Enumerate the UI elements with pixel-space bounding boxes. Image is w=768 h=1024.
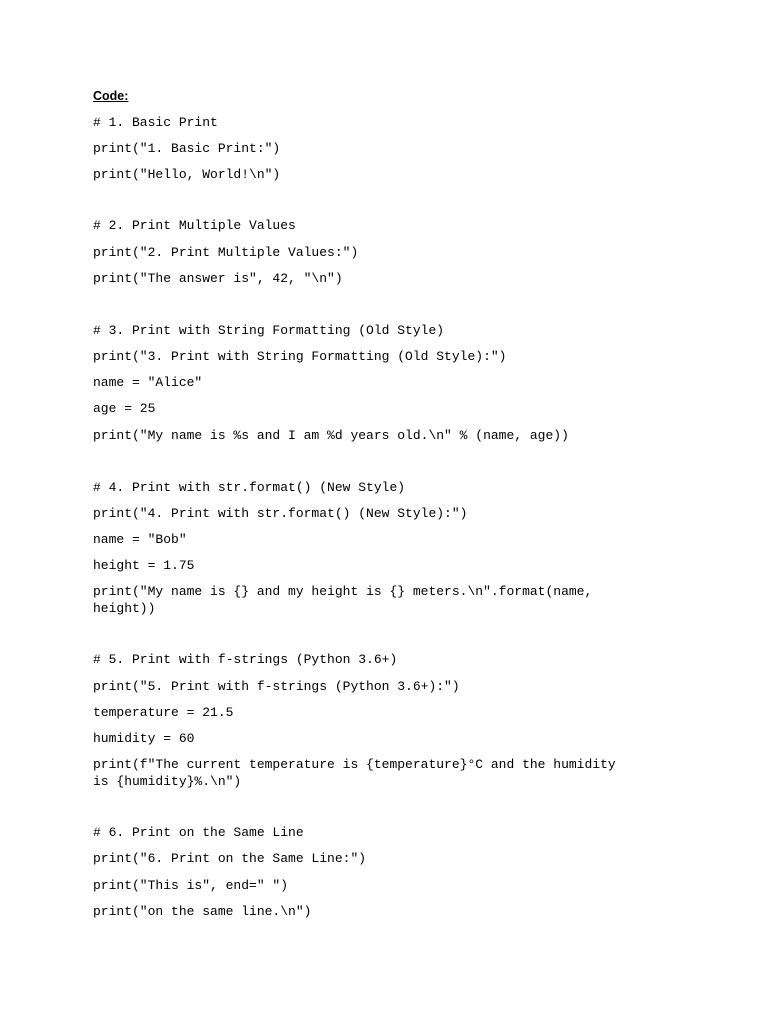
code-line: # 6. Print on the Same Line <box>93 825 304 840</box>
code-line: age = 25 <box>93 401 156 416</box>
code-line: # 2. Print Multiple Values <box>93 218 296 233</box>
code-line: name = "Alice" <box>93 375 203 390</box>
code-line: print("My name is {} and my height is {} meters.\n".format(name, height)) <box>93 584 593 616</box>
code-line: # 5. Print with f-strings (Python 3.6+) <box>93 652 398 667</box>
code-line: print("Hello, World!\n") <box>93 167 281 182</box>
code-heading: Code: <box>93 89 129 103</box>
code-line: print(f"The current temperature is {temperature}°C and the humidity is {humidity}%.\n") <box>93 757 616 789</box>
code-line: print("My name is %s and I am %d years old.\n" % (name, age)) <box>93 428 569 443</box>
code-line: print("3. Print with String Formatting (Old Style):") <box>93 349 507 364</box>
code-line: print("5. Print with f-strings (Python 3.6+):") <box>93 679 460 694</box>
code-line: print("on the same line.\n") <box>93 904 312 919</box>
code-line: # 3. Print with String Formatting (Old Style) <box>93 323 445 338</box>
code-line: print("2. Print Multiple Values:") <box>93 245 359 260</box>
code-line: print("1. Basic Print:") <box>93 141 281 156</box>
code-line: height = 1.75 <box>93 558 195 573</box>
code-line: # 4. Print with str.format() (New Style) <box>93 480 406 495</box>
code-line: # 1. Basic Print <box>93 115 218 130</box>
code-line: print("6. Print on the Same Line:") <box>93 851 367 866</box>
code-line: name = "Bob" <box>93 532 187 547</box>
code-line: print("The answer is", 42, "\n") <box>93 271 343 286</box>
code-line: temperature = 21.5 <box>93 705 234 720</box>
code-line: print("This is", end=" ") <box>93 878 289 893</box>
code-line: humidity = 60 <box>93 731 195 746</box>
code-line: print("4. Print with str.format() (New Style):") <box>93 506 468 521</box>
